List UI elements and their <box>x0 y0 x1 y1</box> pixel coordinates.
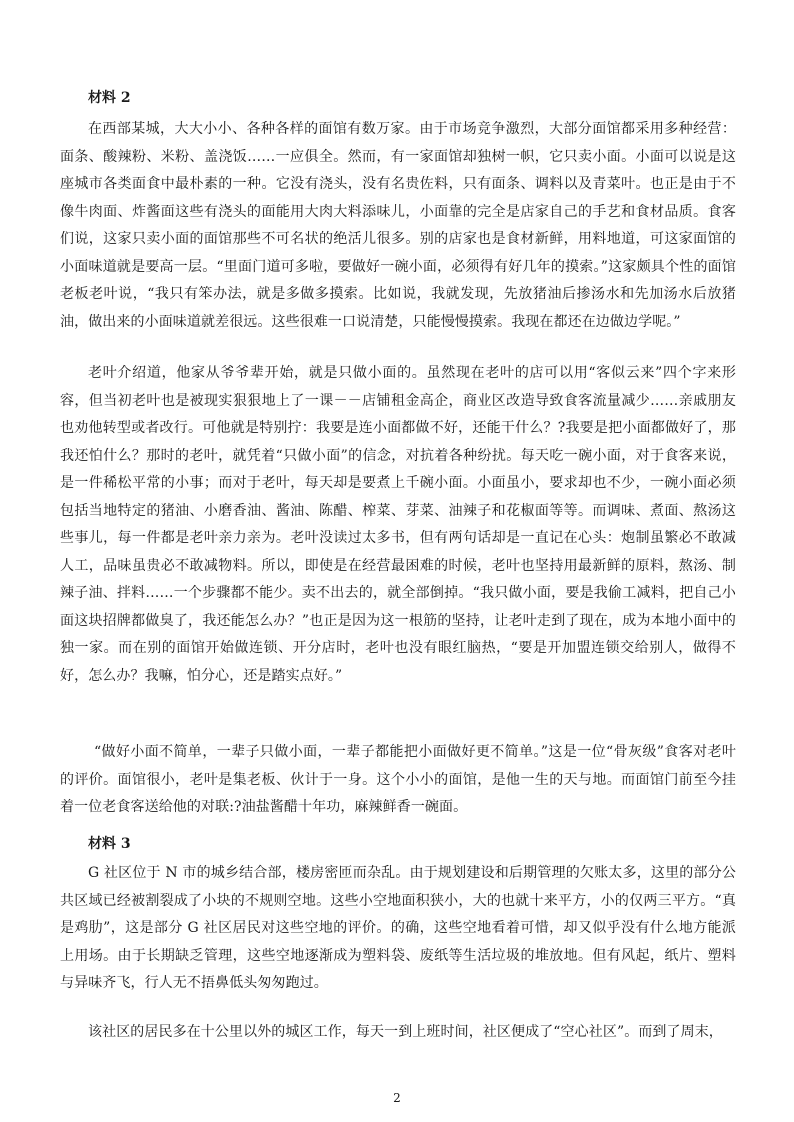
material-2-paragraph-1: 在西部某城，大大小小、各种各样的面馆有数万家。由于市场竞争激烈，大部分面馆都采用多种经营：面条、酸辣粉、米粉、盖浇饭……一应俱全。然而，有一家面馆却独树一帜，它只卖小面。小面可以说是这座城市各类面食中最朴素的一种。它没有浇头，没有名贵佐料，只有面条、调料以及青菜叶。也正是由于不像牛肉面、炸酱面这些有浇头的面能用大肉大料添味儿，小面靠的完全是店家自己的手艺和食材品质。食客们说，这家只卖小面的面馆那些不可名状的绝活儿很多。别的店家也是食材新鲜，用料地道，可这家面馆的小面味道就是要高一层。“里面门道可多啦，要做好一碗小面，必须得有好几年的摸索。”这家颇具个性的面馆老板老叶说，“我只有笨办法，就是多做多摸索。比如说，我就发现，先放猪油后掺汤水和先加汤水后放猪油，做出来的小面味道就差很远。这些很难一口说清楚，只能慢慢摸索。我现在都还在边做边学呢。” <box>60 121 736 330</box>
material-3-paragraph-1: G 社区位于 N 市的城乡结合部，楼房密匝而杂乱。由于规划建设和后期管理的欠账太多，这里的部分公共区域已经被割裂成了小块的不规则空地。这些小空地面积狭小，大的也就十来平方，小的仅两三平方。“真是鸡肋”，这是部分 G 社区居民对这些空地的评价。的确，这些空地看着可惜，却又似乎没有什么地方能派上用场。由于长期缺乏管理，这些空地逐渐成为塑料袋、废纸等生活垃圾的堆放地。但有风起，纸片、塑料与异味齐飞，行人无不捂鼻低头匆匆跑过。 <box>60 865 736 991</box>
material-2-heading: 材料 2 <box>88 90 131 106</box>
material-3-paragraph-2: 该社区的居民多在十公里以外的城区工作，每天一到上班时间，社区便成了“空心社区”。而到了周末， <box>88 1024 723 1040</box>
material-2-paragraph-3: “做好小面不简单，一辈子只做小面，一辈子都能把小面做好更不简单。”这是一位“骨灰级”食客对老叶的评价。面馆很小，老叶是集老板、伙计于一身。这个小小的面馆，是他一生的天与地。而面馆门前至今挂着一位老食客送给他的对联:?油盐酱醋十年功，麻辣鲜香一碗面。 <box>60 744 736 815</box>
material-2-paragraph-2: 老叶介绍道，他家从爷爷辈开始，就是只做小面的。虽然现在老叶的店可以用“客似云来”四个字来形容，但当初老叶也是被现实狠狠地上了一课－－店铺租金高企，商业区改造导致食客流量减少……亲戚朋友也劝他转型或者改行。可他就是特别拧：我要是连小面都做不好，还能干什么？?我要是把小面都做好了，那我还怕什么？那时的老叶，就凭着“只做小面”的信念，对抗着各种纷扰。每天吃一碗小面，对于食客来说，是一件稀松平常的小事；而对于老叶，每天却是要煮上千碗小面。小面虽小，要求却也不少，一碗小面必须包括当地特定的猪油、小磨香油、酱油、陈醋、榨菜、芽菜、油辣子和花椒面等等。而调味、煮面、熬汤这些事儿，每一件都是老叶亲力亲为。老叶没读过太多书，但有两句话却是一直记在心头：炮制虽繁必不敢减人工，品味虽贵必不敢减物料。所以，即使是在经营最困难的时候，老叶也坚持用最新鲜的原料，熬汤、制辣子油、拌料……一个步骤都不能少。卖不出去的，就全部倒掉。“我只做小面，要是我偷工减料，把自己小面这块招牌都做臭了，我还能怎么办？”也正是因为这一根筋的坚持，让老叶走到了现在，成为本地小面中的独一家。而在别的面馆开始做连锁、开分店时，老叶也没有眼红脑热，“要是开加盟连锁交给别人，做得不好，怎么办？我嘛，怕分心，还是踏实点好。” <box>60 365 736 684</box>
page-number: 2 <box>393 1091 401 1105</box>
material-3-heading: 材料 3 <box>88 836 131 852</box>
